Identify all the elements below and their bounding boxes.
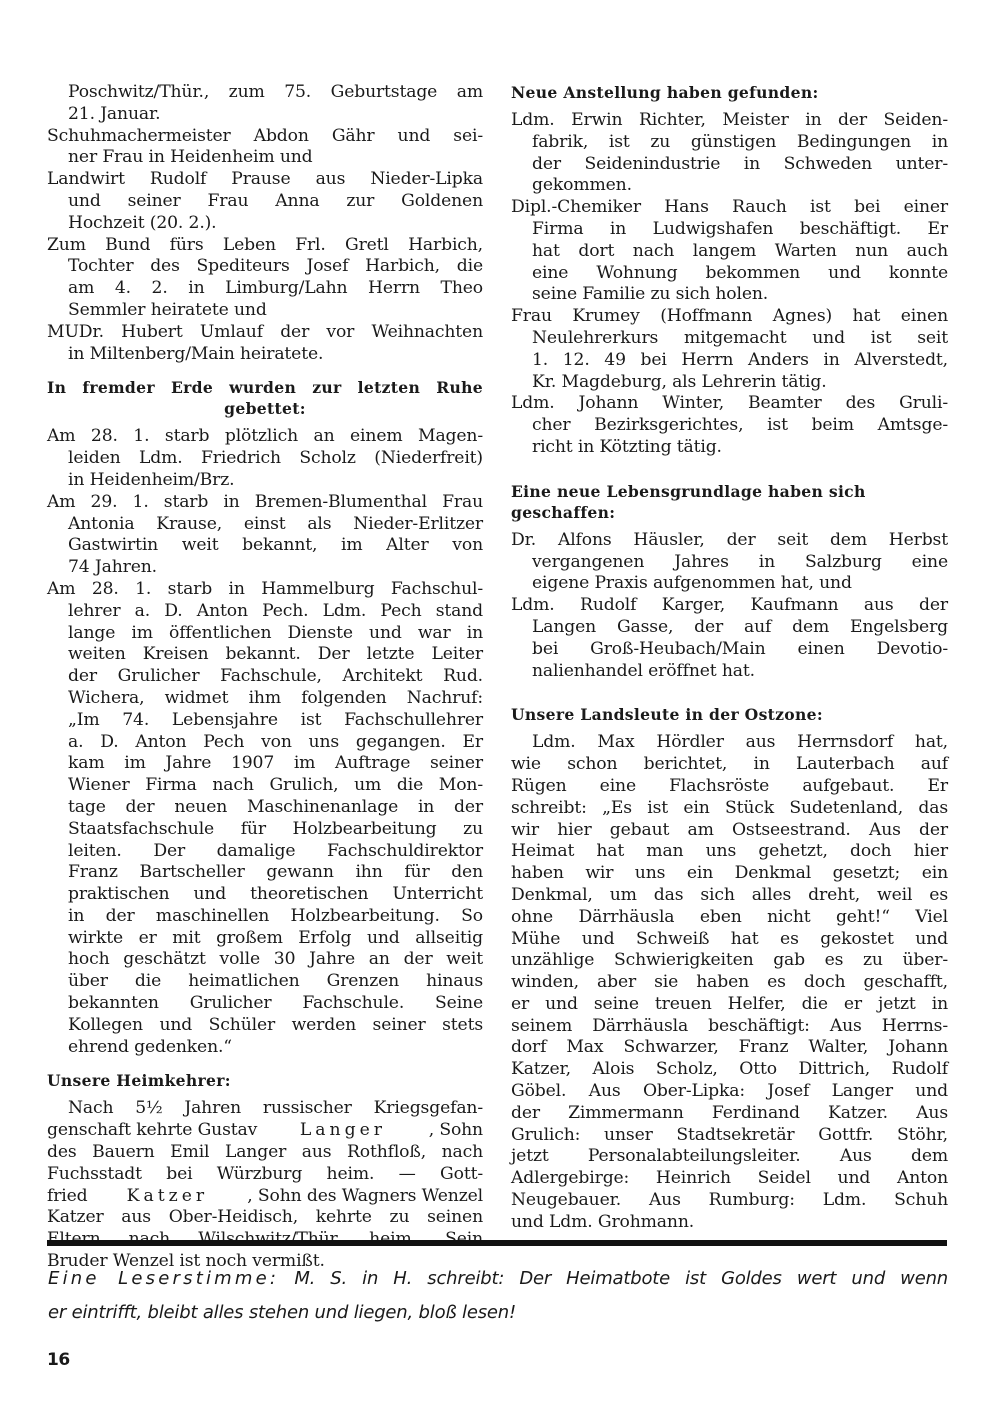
text-line: vergangenen Jahres in Salzburg eine <box>532 551 948 572</box>
text-line: Kollegen und Schüler werden seiner stets <box>68 1014 483 1035</box>
reader-quote-line-1 <box>48 1268 948 1290</box>
text-line: Hochzeit (20. 2.). <box>68 212 217 233</box>
text-line: Ldm. Johann Winter, Beamter des Gruli- <box>511 393 948 414</box>
text-line: in Heidenheim/Brz. <box>68 469 235 490</box>
text-line: wir hier gebaut am Ostseestrand. Aus der <box>511 819 948 840</box>
text-line: seinem Därrhäusla beschäftigt: Aus Herrns- <box>511 1015 948 1036</box>
text-line: unzählige Schwierigkeiten gab es zu über- <box>511 950 948 971</box>
text-line: Ldm. Erwin Richter, Meister in der Seiden- <box>511 110 948 130</box>
text-line: Mühe und Schweiß hat es gekostet und <box>511 928 948 949</box>
text-line: der Seidenindustrie in Schweden unter- <box>532 153 948 174</box>
text-line: ehrend gedenken.“ <box>68 1036 232 1057</box>
left-column <box>47 82 483 1273</box>
text-line: hat dort nach langem Warten nun auch <box>532 240 948 261</box>
text-line: leiten. Der damalige Fachschuldirektor <box>68 840 483 861</box>
text-line: MUDr. Hubert Umlauf der vor Weihnachten <box>47 321 483 342</box>
text-line: Grulich: unser Stadtsekretär Gottfr. Stöhr, <box>511 1124 948 1145</box>
text-line: nalienhandel eröffnet hat. <box>532 660 755 681</box>
text-line: Fuchsstadt bei Würzburg heim. — Gott- <box>47 1163 483 1184</box>
text-line <box>47 1120 483 1142</box>
text-line: ner Frau in Heidenheim und <box>68 147 313 168</box>
reader-quote-label: Eine Leserstimme: <box>48 1268 280 1289</box>
text-line: Antonia Krause, einst als Nieder-Erlitzer <box>68 513 483 534</box>
horizontal-rule <box>47 1240 947 1246</box>
text-line: Rügen eine Flachsröste aufgebaut. Er <box>511 775 948 796</box>
section-heading: Eine neue Lebensgrundlage haben sich <box>511 481 866 501</box>
text-line: Wichera, widmet ihm folgenden Nachruf: <box>68 687 483 708</box>
text-line: 1. 12. 49 bei Herrn Anders in Alverstedt, <box>532 349 948 370</box>
text-line: Semmler heiratete und <box>68 299 267 320</box>
text-line: praktischen und theoretischen Unterricht <box>68 884 483 905</box>
text-line: in der maschinellen Holzbearbeitung. So <box>68 905 483 926</box>
text-line: seine Familie zu sich holen. <box>532 284 769 305</box>
text-line: Neugebauer. Aus Rumburg: Ldm. Schuh <box>511 1190 948 1211</box>
text-line: ohne Därrhäusla eben nicht geht!“ Viel <box>511 906 948 927</box>
text-line: über die heimatlichen Grenzen hinaus <box>68 971 483 992</box>
text-line: dorf Max Schwarzer, Franz Walter, Johann <box>511 1037 948 1058</box>
text-line: Kr. Magdeburg, als Lehrerin tätig. <box>532 371 827 392</box>
text-line: und seiner Frau Anna zur Goldenen <box>68 190 483 211</box>
text-line: Schuhmachermeister Abdon Gähr und sei- <box>47 125 483 146</box>
text-line: Frau Krumey (Hoffmann Agnes) hat einen <box>511 306 948 327</box>
text-line: Tochter des Spediteurs Josef Harbich, die <box>68 256 483 277</box>
text-fragment: genschaft kehrte Gustav <box>47 1120 258 1141</box>
section-heading: Neue Anstellung haben gefunden: <box>511 83 819 102</box>
text-line: Dipl.-Chemiker Hans Rauch ist bei einer <box>511 197 948 218</box>
text-line: Göbel. Aus Ober-Lipka: Josef Langer und <box>511 1081 948 1102</box>
emphasized-name: Katzer <box>126 1185 209 1206</box>
text-line: haben wir uns ein Denkmal gesetzt; ein <box>511 863 948 884</box>
text-line: des Bauern Emil Langer aus Rothfloß, nach <box>47 1142 483 1163</box>
text-line: leiden Ldm. Friedrich Scholz (Niederfreit) <box>68 448 483 469</box>
text-line: bei Groß-Heubach/Main einen Devotio- <box>532 638 948 659</box>
text-fragment: , Sohn des Wagners Wenzel <box>247 1185 483 1206</box>
text-line: Gastwirtin weit bekannt, im Alter von <box>68 535 483 556</box>
text-line: Denkmal, um das sich alles dreht, weil es <box>511 884 948 905</box>
text-line: weiten Kreisen bekannt. Der letzte Leiter <box>68 644 483 665</box>
text-line: Dr. Alfons Häusler, der seit dem Herbst <box>511 529 948 550</box>
emphasized-name: Langer <box>299 1120 386 1141</box>
text-line: Ldm. Max Hördler aus Herrnsdorf hat, <box>532 732 948 753</box>
text-line: jetzt Personalabteilungsleiter. Aus dem <box>511 1146 948 1167</box>
text-line: Katzer aus Ober-Heidisch, kehrte zu seinen <box>47 1207 483 1228</box>
text-line: Staatsfachschule für Holzbearbeitung zu <box>68 818 483 839</box>
text-line: lange im öffentlichen Dienste und war in <box>68 622 483 643</box>
text-line <box>47 1186 483 1208</box>
text-line: Am 28. 1. starb in Hammelburg Fachschul- <box>47 578 483 599</box>
text-line: wie schon berichtet, in Lauterbach auf <box>511 754 948 775</box>
reader-quote-line-2: er eintrifft, bleibt alles stehen und liegen, bloß lesen! <box>48 1302 516 1323</box>
text-line: Am 29. 1. starb in Bremen-Blumenthal Frau <box>47 491 483 512</box>
text-line: Langen Gasse, der auf dem Engelsberg <box>532 616 948 637</box>
text-line: der Grulicher Fachschule, Architekt Rud. <box>68 666 483 687</box>
text-line: Wiener Firma nach Grulich, um die Mon- <box>68 775 483 796</box>
text-line: cher Bezirksgerichtes, ist beim Amtsge- <box>532 415 948 436</box>
text-line: kam im Jahre 1907 im Auftrage seiner <box>68 753 483 774</box>
text-line: Heimat hat man uns gehetzt, doch hier <box>511 841 948 862</box>
section-heading: Unsere Heimkehrer: <box>47 1071 231 1091</box>
text-fragment: , Sohn <box>428 1120 483 1141</box>
text-line: Neulehrerkurs mitgemacht und ist seit <box>532 327 948 348</box>
text-line: hoch geschätzt volle 30 Jahre an der weit <box>68 949 483 970</box>
text-fragment: fried <box>47 1185 88 1206</box>
text-line: fabrik, ist zu günstigen Bedingungen in <box>532 131 948 152</box>
text-line: winden, aber sie haben es doch geschafft, <box>511 972 948 993</box>
right-column <box>511 82 948 1234</box>
text-line: wirkte er mit großem Erfolg und allseitig <box>68 927 483 948</box>
section-heading: Unsere Landsleute in der Ostzone: <box>511 705 823 725</box>
text-line: Zum Bund fürs Leben Frl. Gretl Harbich, <box>47 234 483 255</box>
text-line: Firma in Ludwigshafen beschäftigt. Er <box>532 218 948 239</box>
text-line: „Im 74. Lebensjahre ist Fachschullehrer <box>68 709 483 730</box>
section-heading: gebettet: <box>224 399 306 419</box>
text-line: tage der neuen Maschinenanlage in der <box>68 796 483 817</box>
text-line: a. D. Anton Pech von uns gegangen. Er <box>68 731 483 752</box>
text-line: gekommen. <box>532 175 632 196</box>
text-line: Ldm. Rudolf Karger, Kaufmann aus der <box>511 595 948 616</box>
text-line: er und seine treuen Helfer, die er jetzt in <box>511 993 948 1014</box>
text-line: eigene Praxis aufgenommen hat, und <box>532 573 852 594</box>
section-heading: In fremder Erde wurden zur letzten Ruhe <box>47 378 483 398</box>
text-line: 21. Januar. <box>68 103 161 124</box>
text-line: in Miltenberg/Main heiratete. <box>68 343 324 364</box>
text-line: und Ldm. Grohmann. <box>511 1211 695 1232</box>
text-line: Katzer, Alois Scholz, Otto Dittrich, Rudolf <box>511 1059 948 1080</box>
text-line: eine Wohnung bekommen und konnte <box>532 262 948 283</box>
section-heading: geschaffen: <box>511 502 616 522</box>
text-line: Franz Bartscheller gewann ihn für den <box>68 862 483 883</box>
text-line: lehrer a. D. Anton Pech. Ldm. Pech stand <box>68 600 483 621</box>
text-line: Adlergebirge: Heinrich Seidel und Anton <box>511 1168 948 1189</box>
text-line: schreibt: „Es ist ein Stück Sudetenland, das <box>511 797 948 818</box>
text-line: Poschwitz/Thür., zum 75. Geburtstage am <box>68 82 483 102</box>
reader-quote-text: M. S. in H. schreibt: Der Heimatbote ist Goldes wert und wenn <box>294 1268 948 1289</box>
text-line: Bruder Wenzel ist noch vermißt. <box>47 1251 325 1272</box>
text-line: richt in Kötzting tätig. <box>532 436 722 457</box>
text-line: am 4. 2. in Limburg/Lahn Herrn Theo <box>68 278 483 299</box>
text-line: der Zimmermann Ferdinand Katzer. Aus <box>511 1102 948 1123</box>
text-line: Nach 5½ Jahren russischer Kriegsgefan- <box>68 1098 483 1119</box>
text-line: 74 Jahren. <box>68 557 157 578</box>
text-line: Landwirt Rudolf Prause aus Nieder-Lipka <box>47 169 483 190</box>
text-line: bekannten Grulicher Fachschule. Seine <box>68 993 483 1014</box>
page-number: 16 <box>47 1350 70 1370</box>
text-line: Am 28. 1. starb plötzlich an einem Magen- <box>47 426 483 447</box>
